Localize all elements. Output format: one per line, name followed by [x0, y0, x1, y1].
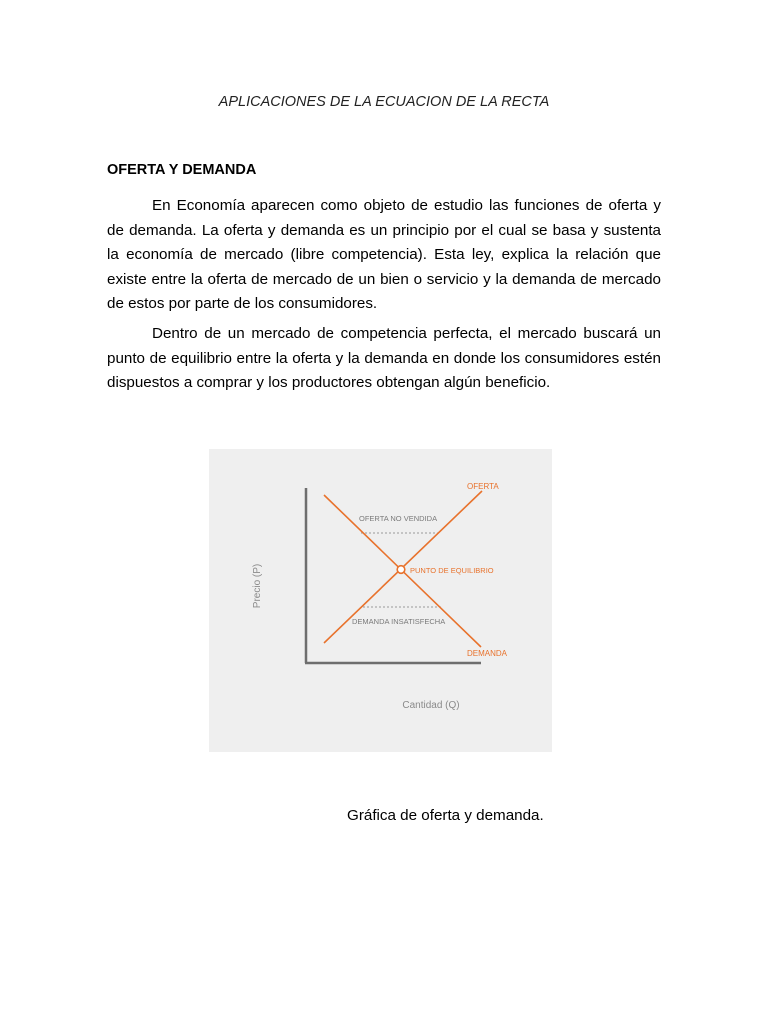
figure-caption: Gráfica de oferta y demanda.: [347, 807, 544, 824]
x-axis-label: Cantidad (Q): [402, 700, 460, 711]
paragraph-1: En Economía aparecen como objeto de estudio las funciones de oferta y de demanda. La oferta y demanda es un principio por el cual se basa y sustenta la economía de mercado (libre competencia). Esta ley, explica la relación que existe entre la oferta de mercado de un bien o servicio y la demanda de mercado de estos por parte de los consumidores.: [107, 197, 661, 312]
paragraph-2: Dentro de un mercado de competencia perfecta, el mercado buscará un punto de equilibrio entre la oferta y la demanda en donde los consumidores estén dispuestos a comprar y los productores obtengan algún beneficio.: [107, 325, 661, 391]
equilibrium-label: PUNTO DE EQUILIBRIO: [410, 566, 494, 575]
section-heading: OFERTA Y DEMANDA: [107, 162, 257, 178]
surplus-label: OFERTA NO VENDIDA: [359, 514, 438, 523]
demand-label: DEMANDA: [467, 649, 508, 658]
shortage-label: DEMANDA INSATISFECHA: [352, 617, 446, 626]
y-axis-label: Precio (P): [252, 563, 263, 609]
supply-demand-chart: [209, 449, 552, 752]
supply-label: OFERTA: [467, 482, 499, 491]
page-title: APLICACIONES DE LA ECUACION DE LA RECTA: [218, 94, 550, 110]
equilibrium-point: [397, 566, 405, 574]
supply-demand-figure: [209, 449, 552, 752]
